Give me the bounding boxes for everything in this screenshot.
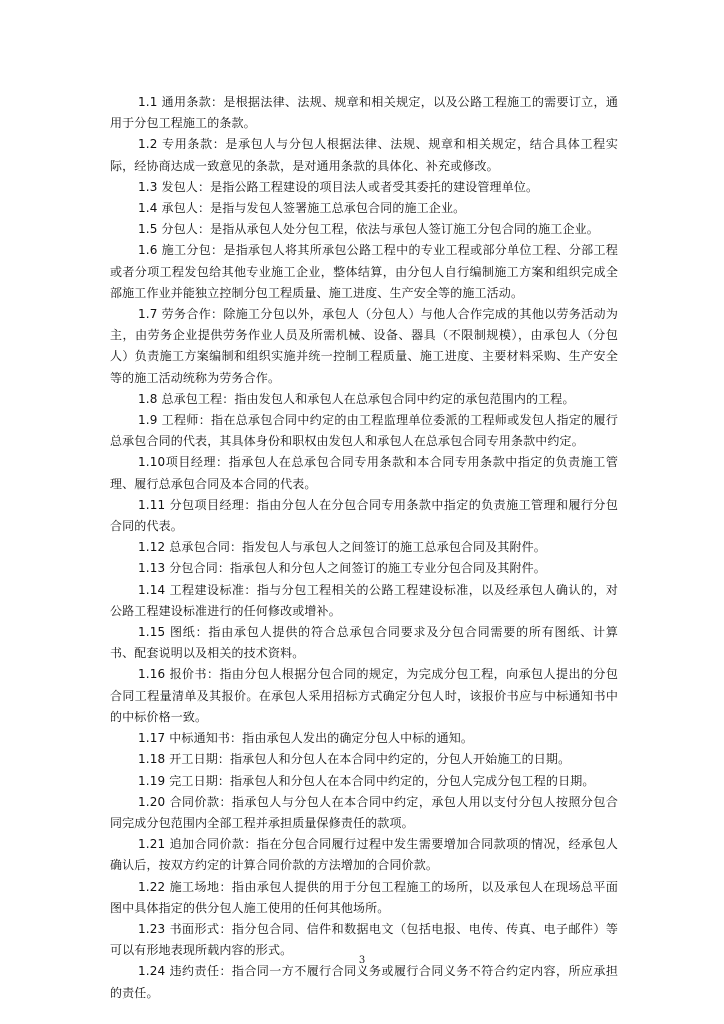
clause-1-4: 1.4 承包人：是指与发包人签署施工总承包合同的施工企业。	[138, 201, 466, 216]
clause-1-8: 1.8 总承包工程：指由发包人和承包人在总承包合同中约定的承包范围内的工程。	[138, 391, 575, 406]
clause-1-9: 1.9 工程师：指在总承包合同中约定的由工程监理单位委派的工程师或发包人指定的履行总承包合同的代表，其具体身份和职权由发包人和承包人在总承包合同专用条款中约定。	[110, 413, 618, 449]
clause-1-18: 1.18 开工日期：指承包人和分包人在本合同中约定的，分包人开始施工的日期。	[138, 752, 571, 767]
document-body	[110, 92, 618, 1004]
clause-1-17: 1.17 中标通知书：指由承包人发出的确定分包人中标的通知。	[138, 731, 474, 746]
clause-1-1: 1.1 通用条款：是根据法律、法规、规章和相关规定，以及公路工程施工的需要订立，通用于分包工程施工的条款。	[110, 95, 618, 131]
clause-1-3: 1.3 发包人：是指公路工程建设的项目法人或者受其委托的建设管理单位。	[138, 179, 539, 194]
clause-1-23: 1.23 书面形式：指分包合同、信件和数据电文（包括电报、电传、传真、电子邮件）等可以有形地表现所载内容的形式。	[110, 921, 618, 958]
clause-1-16: 1.16 报价书：指由分包人根据分包合同的规定，为完成分包工程，向承包人提出的分包合同工程量清单及其报价。在承包人采用招标方式确定分包人时，该报价书应与中标通知书中的中标价格一致。	[110, 667, 618, 724]
clause-1-10: 1.10项目经理：指承包人在总承包合同专用条款和本合同专用条款中指定的负责施工管理、履行总承包合同及本合同的代表。	[110, 455, 618, 491]
clause-1-20: 1.20 合同价款：指承包人与分包人在本合同中约定，承包人用以支付分包人按照分包合同完成分包范围内全部工程并承担质量保修责任的款项。	[110, 794, 618, 830]
clause-1-12: 1.12 总承包合同：指发包人与承包人之间签订的施工总承包合同及其附件。	[138, 540, 546, 555]
clause-1-24: 1.24 违约责任：指合同一方不履行合同义务或履行合同义务不符合约定内容，所应承担的责任。	[110, 964, 618, 1000]
clause-1-7: 1.7 劳务合作：除施工分包以外，承包人（分包人）与他人合作完成的其他以劳务活动为主，由劳务企业提供劳务作业人员及所需机械、设备、器具（不限制规模），由承包人（分包人）负责施工方案编制和组织实施并统一控制工程质量、施工进度、主要材料采购、生产安全等的施工活动统称为劳务合作。	[110, 307, 618, 385]
clause-1-14: 1.14 工程建设标准：指与分包工程相关的公路工程建设标准，以及经承包人确认的，对公路工程建设标准进行的任何修改或增补。	[110, 582, 618, 618]
clause-1-5: 1.5 分包人：是指从承包人处分包工程，依法与承包人签订施工分包合同的施工企业。	[138, 222, 599, 237]
clause-1-2: 1.2 专用条款：是承包人与分包人根据法律、法规、规章和相关规定，结合具体工程实际，经协商达成一致意见的条款，是对通用条款的具体化、补充或修改。	[110, 137, 618, 173]
clause-1-6: 1.6 施工分包：是指承包人将其所承包公路工程中的专业工程或部分单位工程、分部工程或者分项工程发包给其他专业施工企业，整体结算，由分包人自行编制施工方案和组织完成全部施工作业并能独立控制分包工程质量、施工进度、生产安全等的施工活动。	[110, 243, 618, 300]
page-number: 3	[358, 955, 366, 966]
clause-1-21: 1.21 追加合同价款：指在分包合同履行过程中发生需要增加合同款项的情况，经承包人确认后，按双方约定的计算合同价款的方法增加的合同价款。	[110, 837, 618, 873]
clause-1-15: 1.15 图纸：指由承包人提供的符合总承包合同要求及分包合同需要的所有图纸、计算书、配套说明以及相关的技术资料。	[110, 625, 618, 661]
clause-1-11: 1.11 分包项目经理：指由分包人在分包合同专用条款中指定的负责施工管理和履行分包合同的代表。	[110, 497, 618, 534]
clause-1-22: 1.22 施工场地：指由承包人提供的用于分包工程施工的场所，以及承包人在现场总平面图中具体指定的供分包人施工使用的任何其他场所。	[110, 879, 618, 915]
clause-1-19: 1.19 完工日期：指承包人和分包人在本合同中约定的，分包人完成分包工程的日期。	[138, 773, 595, 788]
clause-1-13: 1.13 分包合同：指承包人和分包人之间签订的施工专业分包合同及其附件。	[138, 561, 546, 576]
